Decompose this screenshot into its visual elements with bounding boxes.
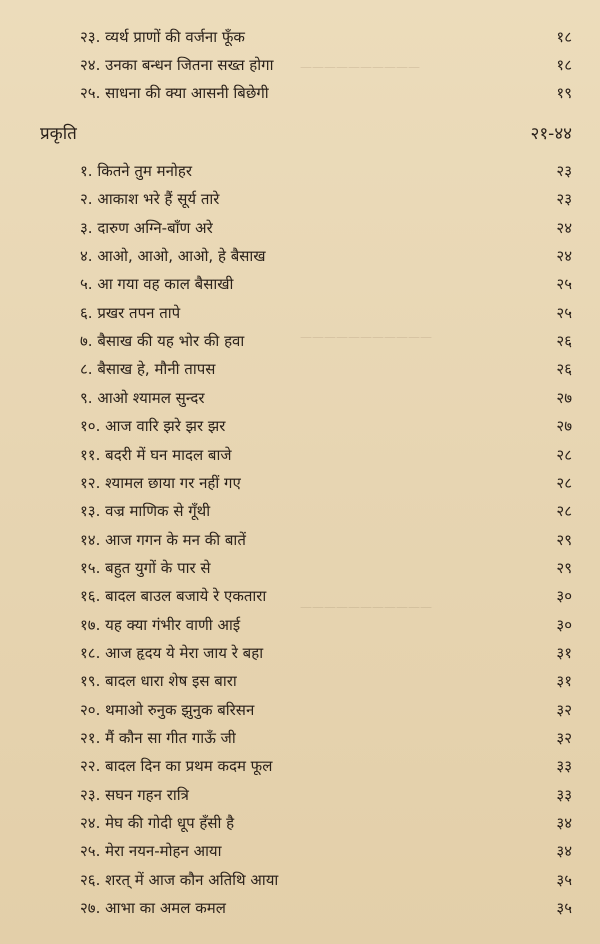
entry-page-number: ३५ (556, 899, 572, 918)
toc-entry (0, 52, 600, 78)
toc-entry (0, 271, 600, 297)
entry-page-number: २४ (556, 218, 572, 237)
toc-entry (0, 328, 600, 354)
bleed-through-texture: ——————————— (300, 330, 432, 344)
entry-title: ११. बदरी में घन मादल बाजे (80, 445, 232, 464)
toc-entry (0, 300, 600, 326)
entry-page-number: १८ (556, 28, 572, 46)
toc-entry (0, 413, 600, 439)
entry-page-number: २७ (556, 388, 572, 407)
toc-entry (0, 186, 600, 212)
entry-title: १२. श्यामल छाया गर नहीं गए (80, 473, 241, 492)
entry-title: ६. प्रखर तपन तापे (80, 303, 181, 322)
section-page-range: २१-४४ (530, 124, 572, 144)
entry-title: १. कितने तुम मनोहर (80, 162, 192, 180)
toc-entry (0, 753, 600, 779)
bleed-through-texture: ——————————— (300, 600, 432, 614)
entry-title: ७. बैसाख की यह भोर की हवा (80, 332, 245, 351)
toc-entry (0, 867, 600, 893)
entry-title: २५. मेरा नयन-मोहन आया (80, 842, 222, 861)
toc-entry (0, 697, 600, 723)
toc-entry (0, 725, 600, 751)
entry-page-number: ३१ (556, 672, 572, 691)
entry-title: ४. आओ, आओ, आओ, हे बैसाख (80, 247, 266, 266)
entry-page-number: ३२ (556, 700, 572, 719)
toc-entry (0, 640, 600, 666)
entry-page-number: २६ (556, 332, 572, 351)
toc-entry (0, 668, 600, 694)
entry-title: २३. व्यर्थ प्राणों की वर्जना फूँक (80, 28, 245, 46)
toc-entry (0, 555, 600, 581)
entry-title: २४. उनका बन्धन जितना सख्त होगा (80, 56, 274, 74)
toc-entry (0, 895, 600, 921)
entry-page-number: ३३ (556, 785, 572, 804)
toc-entry (0, 356, 600, 382)
entry-page-number: ३० (556, 615, 572, 634)
toc-entry (0, 498, 600, 524)
entry-title: २३. सघन गहन रात्रि (80, 785, 189, 804)
entry-title: ५. आ गया वह काल बैसाखी (80, 275, 234, 294)
entry-title: २७. आभा का अमल कमल (80, 899, 226, 918)
entry-title: १०. आज वारि झरे झर झर (80, 417, 226, 436)
entry-title: १७. यह क्या गंभीर वाणी आई (80, 615, 241, 634)
entry-page-number: ३५ (556, 870, 572, 889)
section-title: प्रकृति (40, 124, 77, 144)
toc-entry (0, 158, 600, 184)
toc-entry (0, 810, 600, 836)
entry-page-number: १९ (556, 84, 572, 102)
toc-entry (0, 385, 600, 411)
toc-entry (0, 470, 600, 496)
entry-page-number: २४ (556, 247, 572, 266)
entry-page-number: ३१ (556, 643, 572, 662)
entry-title: २. आकाश भरे हैं सूर्य तारे (80, 190, 220, 209)
entry-page-number: २३ (556, 162, 572, 180)
bleed-through-texture: —————————— (300, 60, 420, 74)
entry-page-number: ३२ (556, 729, 572, 747)
entry-page-number: ३३ (556, 757, 572, 776)
entry-page-number: २९ (556, 558, 572, 577)
toc-entry (0, 782, 600, 808)
entry-title: १४. आज गगन के मन की बातें (80, 530, 246, 549)
toc-entry (0, 583, 600, 609)
entry-title: ८. बैसाख हे, मौनी तापस (80, 360, 216, 379)
toc-entry (0, 838, 600, 864)
toc-entry (0, 442, 600, 468)
entry-page-number: ३४ (556, 842, 572, 861)
entry-page-number: २८ (556, 473, 572, 492)
entry-title: २१. मैं कौन सा गीत गाऊँ जी (80, 729, 236, 747)
entry-title: २५. साधना की क्या आसनी बिछेगी (80, 84, 269, 102)
entry-title: १९. बादल धारा शेष इस बारा (80, 672, 237, 691)
entry-page-number: २६ (556, 360, 572, 379)
toc-entry (0, 612, 600, 638)
entry-title: २४. मेघ की गोदी धूप हँसी है (80, 814, 235, 833)
entry-title: २६. शरत् में आज कौन अतिथि आया (80, 870, 279, 889)
entry-title: १५. बहुत युगों के पार से (80, 558, 211, 577)
entry-page-number: ३० (556, 587, 572, 606)
entry-page-number: १८ (556, 56, 572, 74)
entry-page-number: २९ (556, 530, 572, 549)
entry-page-number: २८ (556, 502, 572, 521)
entry-page-number: २५ (556, 303, 572, 322)
entry-title: ३. दारुण अग्नि-बाँण अरे (80, 218, 213, 237)
entry-title: २०. थमाओ रुनुक झुनुक बरिसन (80, 700, 255, 719)
entry-page-number: २३ (556, 190, 572, 209)
toc-entry (0, 80, 600, 106)
toc-section-heading (0, 119, 600, 149)
entry-page-number: २५ (556, 275, 572, 294)
entry-title: २२. बादल दिन का प्रथम कदम फूल (80, 757, 273, 776)
entry-page-number: २७ (556, 417, 572, 436)
toc-entry (0, 243, 600, 269)
entry-page-number: २८ (556, 445, 572, 464)
entry-title: १६. बादल बाउल बजाये रे एकतारा (80, 587, 267, 606)
entry-title: १३. वज्र माणिक से गूँथी (80, 502, 211, 521)
toc-entry (0, 527, 600, 553)
toc-entry (0, 215, 600, 241)
entry-title: १८. आज हृदय ये मेरा जाय रे बहा (80, 643, 264, 662)
toc-entry (0, 24, 600, 50)
entry-page-number: ३४ (556, 814, 572, 833)
entry-title: ९. आओ श्यामल सुन्दर (80, 388, 205, 407)
